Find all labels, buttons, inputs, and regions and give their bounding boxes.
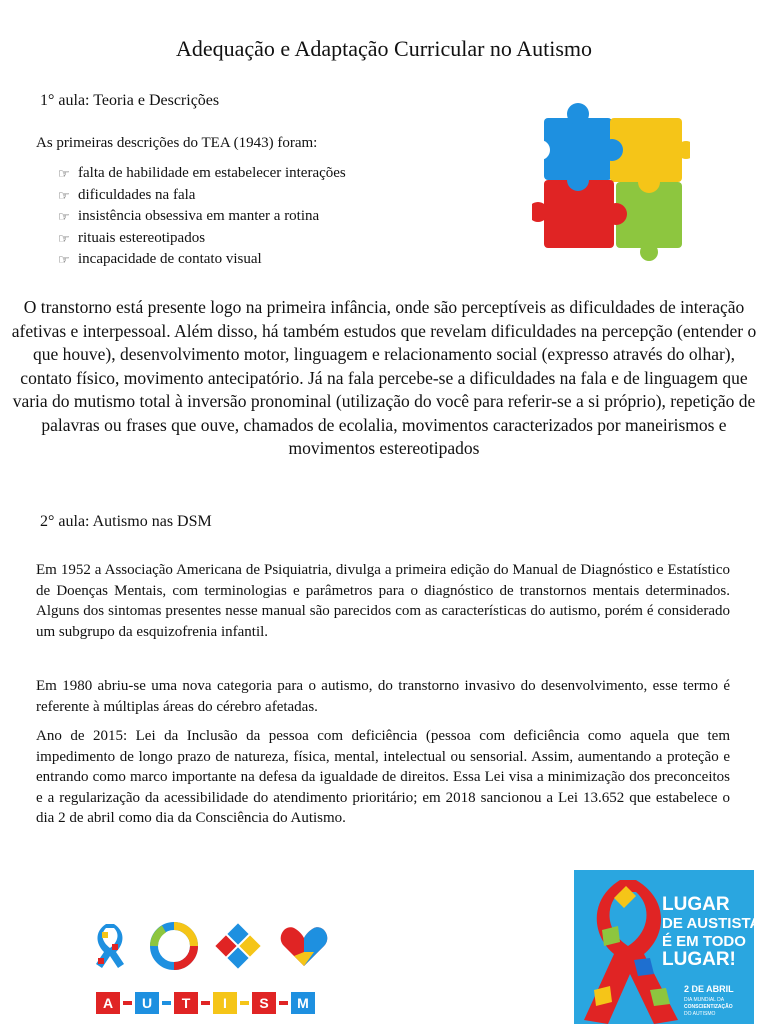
poster-caption3: DO AUTISMO (684, 1011, 716, 1017)
list-item: ☞ rituais estereotipados (58, 228, 346, 250)
letter-tile-u (135, 992, 171, 1014)
lesson2-paragraph-2015: Ano de 2015: Lei da Inclusão da pessoa com deficiência (pessoa com deficiência como aquela que tem impedimento de longo prazo de natureza, física, mental, intelectual ou sensorial. Assim, aumentando a proteção e entrando como marco importante na defesa da igualdade de direitos. Essa Lei visa a minimização dos preconceitos e a regularização da acessibilidade do atendimento prioritário; em 2018 sancionou a Lei 13.652 que estabelece o dia 2 de abril como dia da Consciência do Autismo. (36, 728, 730, 826)
poster-caption2: CONSCIENTIZAÇÃO (684, 1004, 733, 1010)
letter-tile-a (96, 992, 132, 1014)
pointing-hand-icon: ☞ (58, 230, 70, 246)
svg-text:M: M (297, 995, 309, 1011)
autism-awareness-icons (92, 918, 342, 1018)
list-item: ☞ dificuldades na fala (58, 185, 346, 207)
lesson2-heading: 2° aula: Autismo nas DSM (40, 513, 212, 530)
symptom-list (58, 163, 346, 271)
autism-letter-tiles (96, 992, 315, 1014)
poster-line2: DE AUSTISTA (662, 915, 754, 932)
puzzle-heart-icon (281, 927, 328, 966)
list-item: ☞ falta de habilidade em estabelecer interações (58, 163, 346, 185)
pointing-hand-icon: ☞ (58, 252, 70, 267)
poster-date: 2 DE ABRIL (684, 984, 734, 994)
poster-line3: É EM TODO (662, 933, 746, 950)
list-item: ☞ incapacidade de contato visual (58, 249, 346, 271)
lesson1-heading: 1° aula: Teoria e Descrições (40, 92, 220, 109)
letter-tile-i (213, 992, 249, 1014)
pointing-hand-icon: ☞ (58, 187, 70, 203)
poster-line4: LUGAR! (662, 949, 736, 970)
svg-text:S: S (259, 995, 269, 1011)
ribbon-icon (96, 924, 124, 968)
puzzle-diamond-icon (215, 923, 260, 968)
svg-text:I: I (223, 995, 227, 1011)
poster-caption1: DIA MUNDIAL DA (684, 997, 725, 1003)
letter-tile-m (291, 992, 315, 1014)
puzzle-pieces-icon (532, 100, 690, 262)
lesson1-paragraph: O transtorno está presente logo na primeira infância, onde são perceptíveis as dificuldades de interação afetivas e interpessoal. Além disso, há também estudos que revelam dificuldades na percepção (entender o que houve), desenvolvimento motor, linguagem e relacionamento social (expresso através do olhar), contato físico, movimento antecipatório. Já na fala percebe-se a dificuldades na fala e de linguagem que varia do mutismo total à inversão pronominal (utilização do você para referir-se a si próprio), repetição de palavras ou frases que ouve, chamados de ecolalia, movimentos caracterizados por maneirismos e movimentos estereotipados (11, 297, 757, 458)
lesson1-intro: As primeiras descrições do TEA (1943) foram: (36, 135, 318, 151)
pointing-hand-icon: ☞ (58, 209, 70, 224)
puzzle-ring-icon (154, 926, 194, 966)
poster-image (574, 870, 754, 1024)
list-item: ☞ insistência obsessiva em manter a rotina (58, 206, 346, 228)
pointing-hand-icon: ☞ (58, 166, 70, 181)
letter-tile-t (174, 992, 210, 1014)
svg-text:U: U (141, 995, 153, 1011)
poster-line1: LUGAR (662, 894, 730, 915)
lesson2-paragraph-1952: Em 1952 a Associação Americana de Psiquiatria, divulga a primeira edição do Manual de Diagnóstico e Estatístico de Doenças Mentais, com terminologias e parâmetros para o diagnóstico de transtornos mentais determinados. Alguns dos sintomas presentes nesse manual são parecidos com as características do autismo, porém é considerado um subgrupo da esquizofrenia infantil. (36, 562, 730, 640)
svg-text:T: T (181, 995, 191, 1011)
awareness-poster (574, 870, 754, 1024)
lesson2-paragraph-1980: Em 1980 abriu-se uma nova categoria para o autismo, do transtorno invasivo do desenvolvimento, esse termo é referente à múltiplas áreas do cérebro afetadas. (36, 678, 730, 715)
document-title: Adequação e Adaptação Curricular no Autismo (175, 36, 593, 61)
letter-tile-s (252, 992, 288, 1014)
svg-text:A: A (102, 995, 114, 1011)
